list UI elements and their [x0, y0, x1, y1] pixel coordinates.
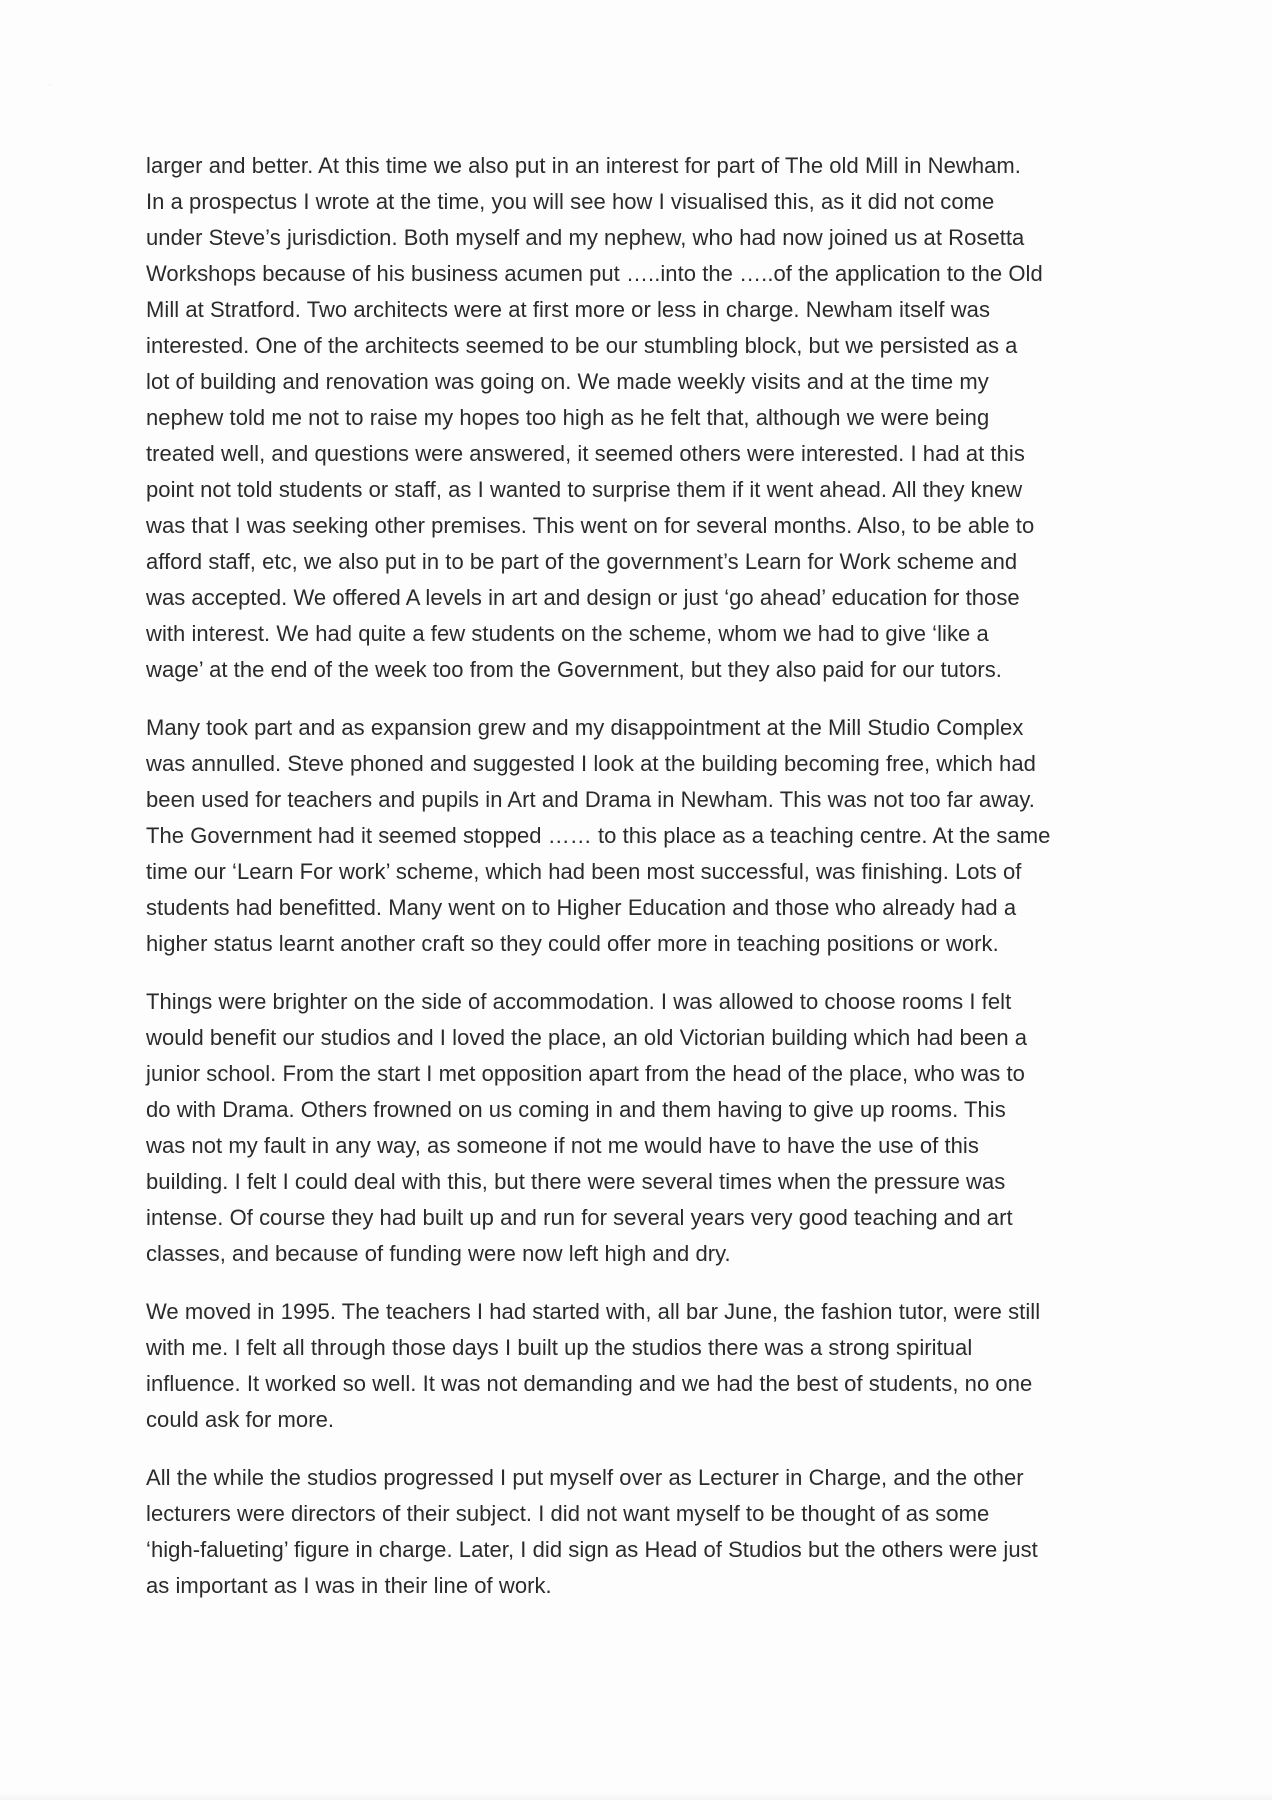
paragraph-line: ‘high-falueting’ figure in charge. Later, I did sign as Head of Studios but the others were just	[146, 1537, 1038, 1562]
paragraph-line: with interest. We had quite a few students on the scheme, whom we had to give ‘like a	[146, 621, 989, 646]
paragraph-line: We moved in 1995. The teachers I had started with, all bar June, the fashion tutor, were still	[146, 1299, 1041, 1324]
scan-artifact-mark: ·	[48, 79, 52, 91]
paragraph-line: All the while the studios progressed I put myself over as Lecturer in Charge, and the other	[146, 1465, 1024, 1490]
paragraph-line: influence. It worked so well. It was not demanding and we had the best of students, no one	[146, 1371, 1033, 1396]
paragraph-line: building. I felt I could deal with this, but there were several times when the pressure was	[146, 1169, 1006, 1194]
paragraph-line: larger and better. At this time we also put in an interest for part of The old Mill in Newham.	[146, 153, 1021, 178]
paragraph-line: wage’ at the end of the week too from the Government, but they also paid for our tutors.	[146, 657, 1002, 682]
paragraph-line: interested. One of the architects seemed to be our stumbling block, but we persisted as a	[146, 333, 1018, 358]
paragraph-line: with me. I felt all through those days I built up the studios there was a strong spiritual	[146, 1335, 973, 1360]
paragraph-2	[146, 710, 1136, 962]
paragraph-line: students had benefitted. Many went on to Higher Education and those who already had a	[146, 895, 1017, 920]
paragraph-line: time our ‘Learn For work’ scheme, which had been most successful, was finishing. Lots of	[146, 859, 1022, 884]
paragraph-line: intense. Of course they had built up and run for several years very good teaching and art	[146, 1205, 1013, 1230]
paragraph-line: point not told students or staff, as I wanted to surprise them if it went ahead. All they knew	[146, 477, 1023, 502]
paragraph-1	[146, 148, 1136, 688]
paragraph-line: was that I was seeking other premises. This went on for several months. Also, to be able to	[146, 513, 1035, 538]
paragraph-line: treated well, and questions were answered, it seemed others were interested. I had at this	[146, 441, 1025, 466]
paragraph-4	[146, 1294, 1136, 1438]
paragraph-line: Workshops because of his business acumen put …..into the …..of the application to the Old	[146, 261, 1043, 286]
paragraph-line: been used for teachers and pupils in Art and Drama in Newham. This was not too far away.	[146, 787, 1035, 812]
paragraph-line: higher status learnt another craft so they could offer more in teaching positions or work.	[146, 931, 999, 956]
paragraph-line: classes, and because of funding were now left high and dry.	[146, 1241, 731, 1266]
paragraph-line: junior school. From the start I met opposition apart from the head of the place, who was to	[146, 1061, 1025, 1086]
paragraph-line: lecturers were directors of their subject. I did not want myself to be thought of as some	[146, 1501, 990, 1526]
paragraph-line: Many took part and as expansion grew and my disappointment at the Mill Studio Complex	[146, 715, 1024, 740]
paragraph-line: was accepted. We offered A levels in art and design or just ‘go ahead’ education for those	[146, 585, 1020, 610]
paragraph-line: afford staff, etc, we also put in to be part of the government’s Learn for Work scheme and	[146, 549, 1018, 574]
scan-bottom-edge	[0, 1792, 1272, 1800]
paragraph-5	[146, 1460, 1136, 1604]
paragraph-line: was annulled. Steve phoned and suggested I look at the building becoming free, which had	[146, 751, 1036, 776]
paragraph-line: Things were brighter on the side of accommodation. I was allowed to choose rooms I felt	[146, 989, 1012, 1014]
paragraph-line: under Steve’s jurisdiction. Both myself and my nephew, who had now joined us at Rosetta	[146, 225, 1025, 250]
paragraph-line: lot of building and renovation was going on. We made weekly visits and at the time my	[146, 369, 989, 394]
paragraph-line: was not my fault in any way, as someone if not me would have to have the use of this	[146, 1133, 979, 1158]
paragraph-line: could ask for more.	[146, 1407, 335, 1432]
paragraph-line: as important as I was in their line of work.	[146, 1573, 552, 1598]
paragraph-line: would benefit our studios and I loved the place, an old Victorian building which had been a	[146, 1025, 1028, 1050]
document-body	[146, 148, 1136, 1626]
paragraph-line: Mill at Stratford. Two architects were at first more or less in charge. Newham itself was	[146, 297, 990, 322]
paragraph-line: In a prospectus I wrote at the time, you will see how I visualised this, as it did not come	[146, 189, 995, 214]
paragraph-line: nephew told me not to raise my hopes too high as he felt that, although we were being	[146, 405, 990, 430]
paragraph-3	[146, 984, 1136, 1272]
paragraph-line: do with Drama. Others frowned on us coming in and them having to give up rooms. This	[146, 1097, 1006, 1122]
paragraph-line: The Government had it seemed stopped …… to this place as a teaching centre. At the same	[146, 823, 1051, 848]
